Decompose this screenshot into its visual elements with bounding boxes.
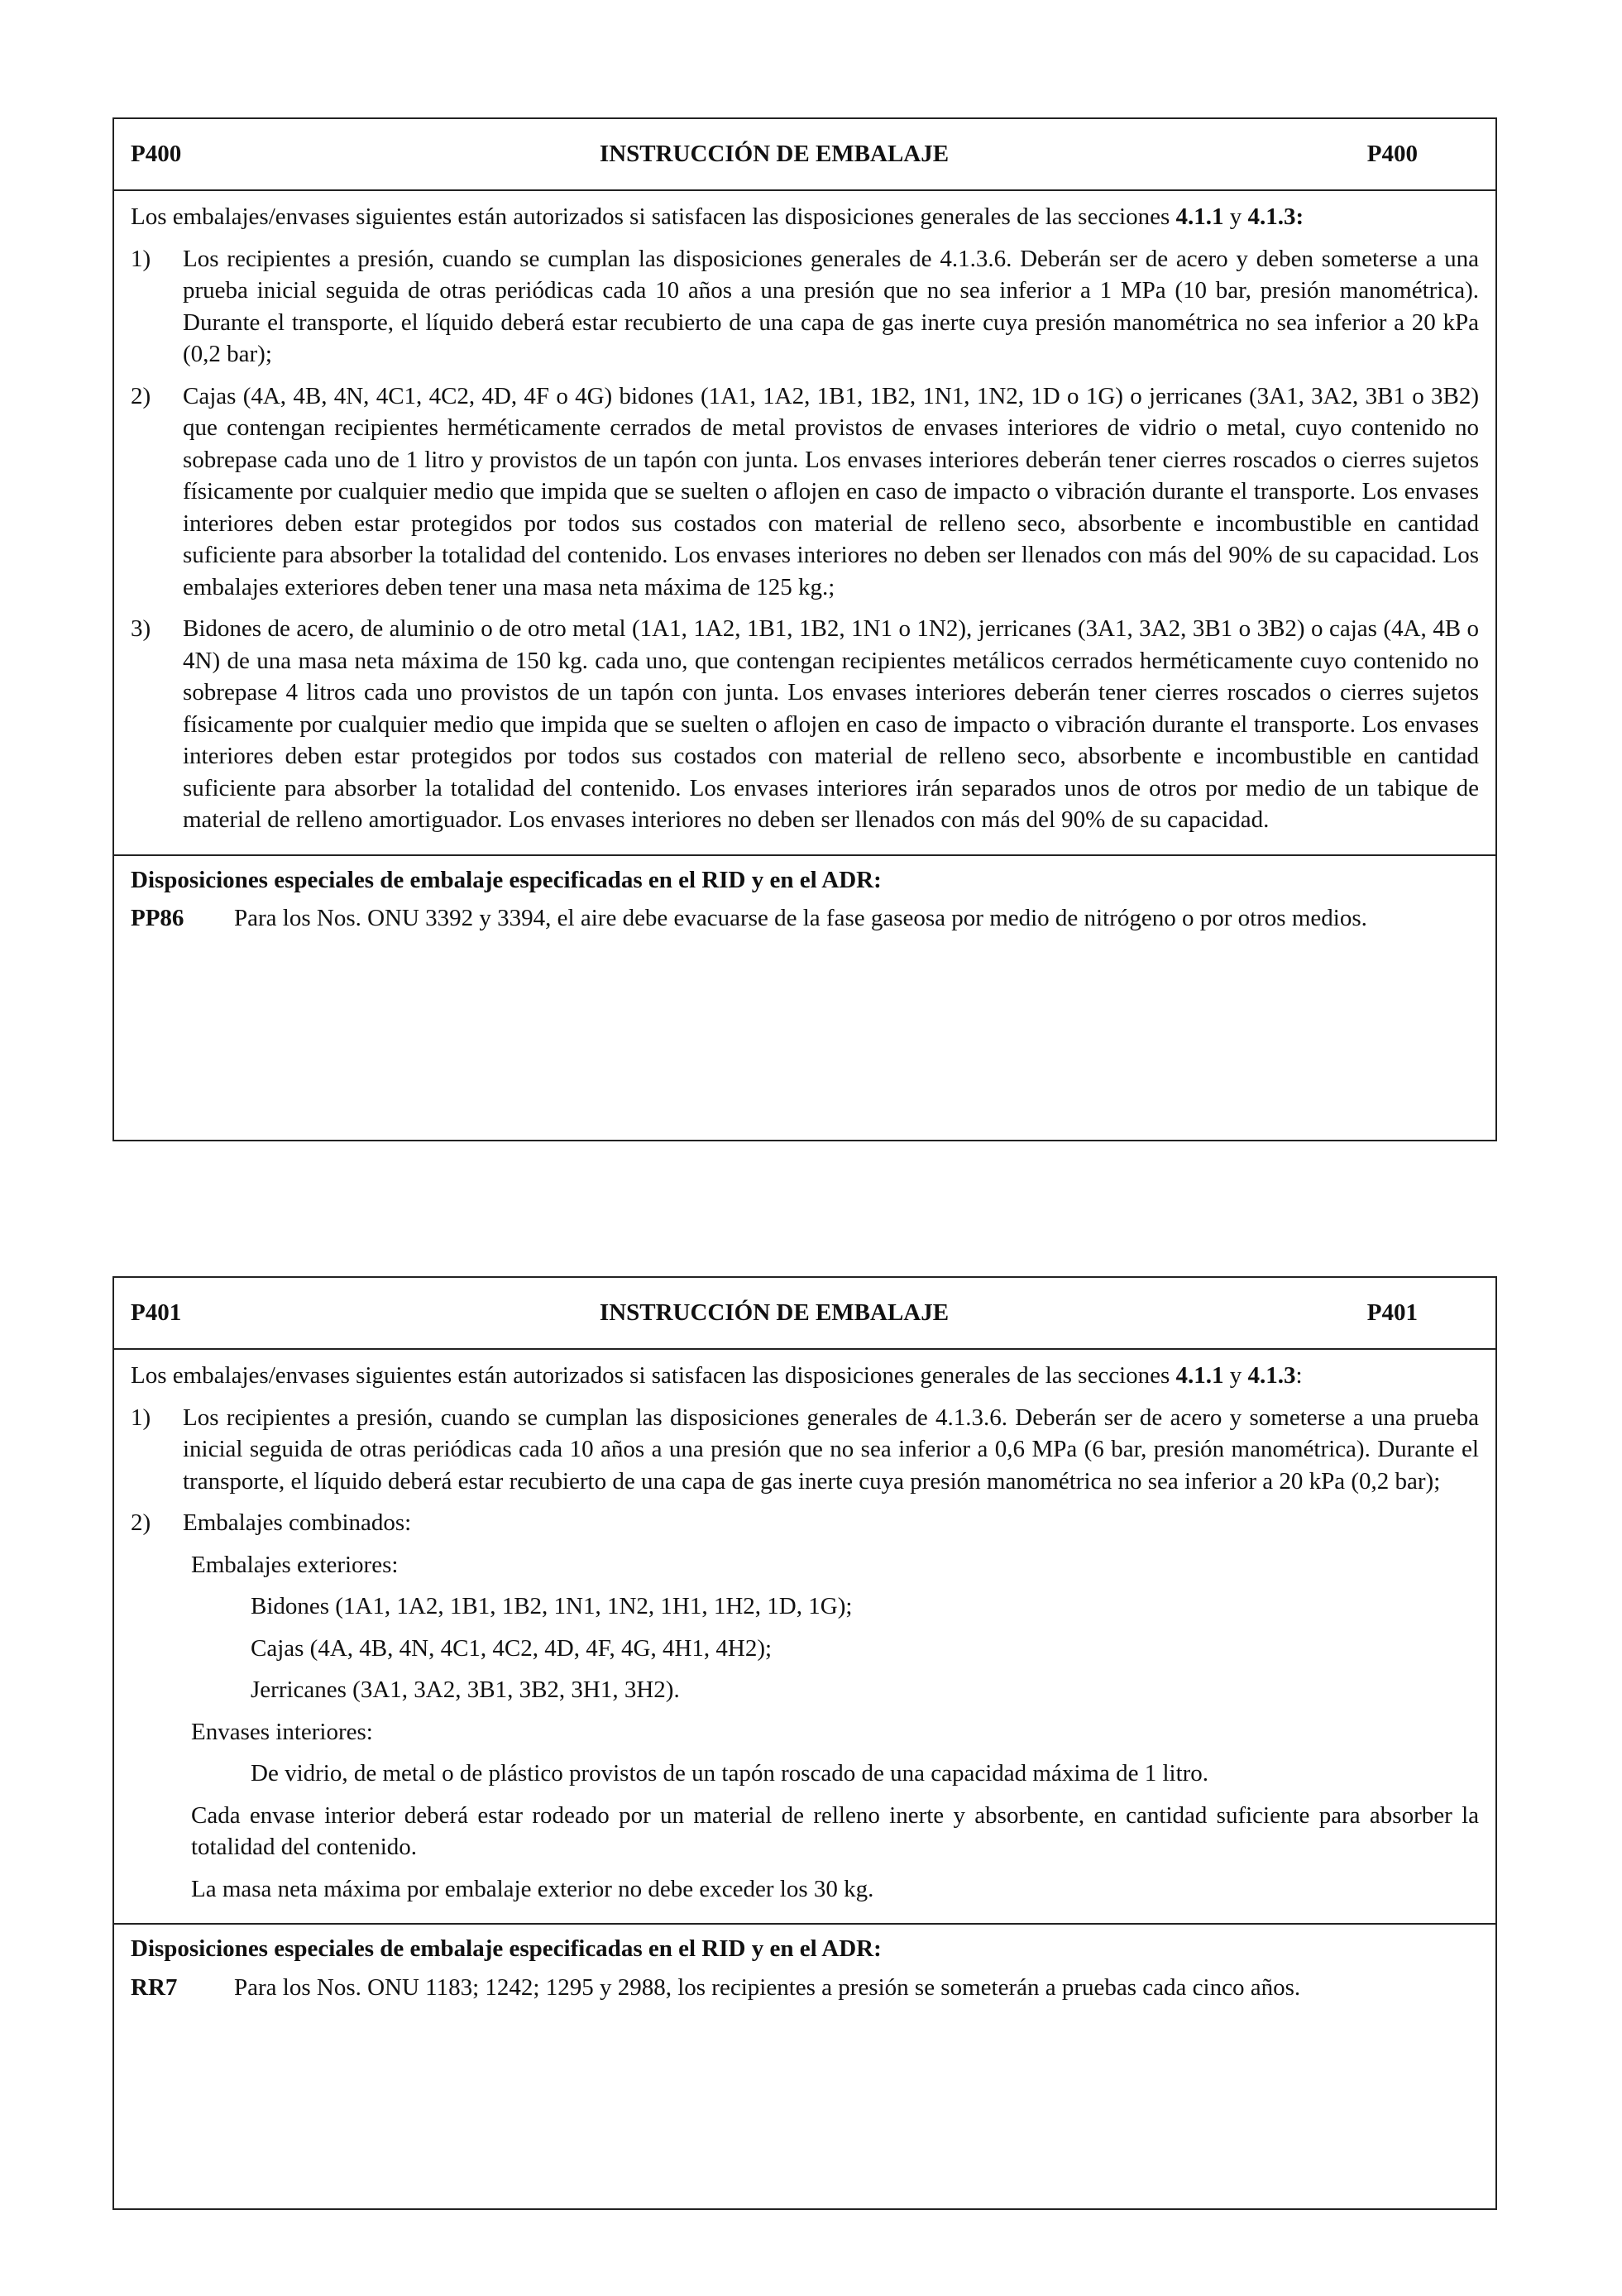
special-provisions-title: Disposiciones especiales de embalaje especificadas en el RID y en el ADR: — [131, 1935, 882, 1962]
list-item — [131, 380, 1479, 604]
instruction-header — [114, 119, 1495, 191]
item-text: Cajas (4A, 4B, 4N, 4C1, 4C2, 4D, 4F o 4G) bidones (1A1, 1A2, 1B1, 1B2, 1N1, 1N2, 1D o 1G) o jerricanes (3A1, 3A2, 3B1 o 3B2) que contengan recipientes herméticamente cerrados de metal provistos de envases interiores de vidrio o metal, cuyo contenido no sobrepase cada uno de 1 litro y provistos de un tapón con junta. Los envases interiores deberán tener cierres roscados o cierres sujetos físicamente por cualquier medio que impida que se suelten o aflojen en caso de impacto o vibración durante el transporte. Los envases interiores deben estar protegidos por todos sus costados con material de relleno seco, absorbente e incombustible en cantidad suficiente para absorber la totalidad del contenido. Los envases interiores no deben ser llenados con más del 90% de su capacidad. Los embalajes exteriores deben tener una masa neta máxima de 125 kg.; — [183, 382, 1479, 600]
instruction-title: INSTRUCCIÓN DE EMBALAJE — [599, 141, 950, 167]
instruction-code-right: P401 — [1366, 1299, 1418, 1326]
instruction-header — [114, 1278, 1495, 1350]
outer-packagings-label: Embalajes exteriores: — [191, 1551, 399, 1578]
intro-paragraph — [131, 201, 1479, 233]
section-ref: 4.1.3 — [1247, 1362, 1296, 1389]
packing-instruction-p401 — [112, 1276, 1497, 2210]
inner-packaging-item: De vidrio, de metal o de plástico provistos de un tapón roscado de una capacidad máxima de 1 litro. — [251, 1760, 1209, 1787]
intro-end: : — [1295, 1362, 1303, 1389]
item-number: 2) — [131, 382, 151, 409]
item-text: Los recipientes a presión, cuando se cumplan las disposiciones generales de 4.1.3.6. Deberán ser de acero y someterse a una prueba inicial seguida de otras periódicas cada 10 años a una presión que no sea inferior a 0,6 MPa (6 bar, presión manométrica). Durante el transporte, el líquido deberá estar recubierto de una capa de gas inerte cuya presión manométrica no sea inferior a 20 kPa (0,2 bar); — [183, 1404, 1479, 1495]
inner-packagings-label: Envases interiores: — [191, 1718, 373, 1745]
provision-code: RR7 — [131, 1973, 178, 2001]
instruction-body — [114, 191, 1495, 854]
special-provisions — [114, 854, 1495, 941]
section-ref: 4.1.3: — [1247, 203, 1304, 230]
special-provisions-title: Disposiciones especiales de embalaje especificadas en el RID y en el ADR: — [131, 866, 882, 893]
item-text: Embalajes combinados: — [183, 1509, 412, 1536]
instruction-code-right: P400 — [1366, 141, 1418, 167]
intro-conjunction: y — [1223, 1362, 1248, 1389]
list-item — [131, 243, 1479, 371]
intro-text: Los embalajes/envases siguientes están autorizados si satisfacen las disposiciones generales de las secciones — [131, 1362, 1176, 1389]
section-ref: 4.1.1 — [1175, 203, 1224, 230]
instruction-title: INSTRUCCIÓN DE EMBALAJE — [599, 1299, 950, 1326]
list-item — [131, 613, 1479, 836]
intro-paragraph — [131, 1360, 1479, 1392]
instruction-body — [114, 1350, 1495, 1923]
item-text: Los recipientes a presión, cuando se cumplan las disposiciones generales de 4.1.3.6. Deberán ser de acero y deben someterse a una prueba inicial seguida de otras periódicas cada 10 años a una presión que no sea inferior a 1 MPa (10 bar, presión manométrica). Durante el transporte, el líquido deberá estar recubierto de una capa de gas inerte cuya presión manométrica no sea inferior a 20 kPa (0,2 bar); — [183, 245, 1479, 367]
list-item — [131, 1507, 1479, 1539]
note-paragraph: Cada envase interior deberá estar rodeado por un material de relleno inerte y absorbente, en cantidad suficiente para absorber la totalidad del contenido. — [191, 1801, 1479, 1860]
item-number: 1) — [131, 1404, 151, 1431]
provision-text: Para los Nos. ONU 3392 y 3394, el aire debe evacuarse de la fase gaseosa por medio de nitrógeno o por otros medios. — [234, 905, 1367, 931]
list-item — [131, 1402, 1479, 1498]
outer-packaging-item: Bidones (1A1, 1A2, 1B1, 1B2, 1N1, 1N2, 1H1, 1H2, 1D, 1G); — [251, 1593, 853, 1619]
instruction-code-left: P400 — [131, 141, 182, 167]
item-number: 3) — [131, 615, 151, 642]
packing-instruction-p400 — [112, 117, 1497, 1141]
item-text: Bidones de acero, de aluminio o de otro metal (1A1, 1A2, 1B1, 1B2, 1N1 o 1N2), jerricanes (3A1, 3A2, 3B1 o 3B2) o cajas (4A, 4B o 4N) de una masa neta máxima de 150 kg. cada uno, que contengan recipientes metálicos cerrados herméticamente cuyo contenido no sobrepase 4 litros cada uno provistos de un tapón con junta. Los envases interiores deberán tener cierres roscados o cierres sujetos físicamente por cualquier medio que impida que se suelten o aflojen en caso de impacto o vibración durante el transporte. Los envases interiores deben estar protegidos por todos sus costados con material de relleno seco, absorbente e incombustible en cantidad suficiente para absorber la totalidad del contenido. Los envases interiores irán separados unos de otros por medio de un tabique de material de relleno amortiguador. Los envases interiores no deben ser llenados con más del 90% de su capacidad. — [183, 615, 1479, 833]
note-paragraph: La masa neta máxima por embalaje exterior no debe exceder los 30 kg. — [191, 1875, 874, 1902]
instruction-code-left: P401 — [131, 1299, 182, 1326]
section-ref: 4.1.1 — [1175, 1362, 1224, 1389]
provision-text: Para los Nos. ONU 1183; 1242; 1295 y 2988, los recipientes a presión se someterán a pruebas cada cinco años. — [234, 1973, 1301, 2001]
item-number: 1) — [131, 245, 151, 272]
special-provisions — [114, 1923, 1495, 2010]
provision-code: PP86 — [131, 905, 184, 931]
outer-packaging-item: Jerricanes (3A1, 3A2, 3B1, 3B2, 3H1, 3H2). — [251, 1677, 680, 1703]
special-provision-row — [131, 1972, 1479, 2004]
special-provision-row — [131, 902, 1479, 935]
item-number: 2) — [131, 1509, 151, 1536]
intro-text: Los embalajes/envases siguientes están autorizados si satisfacen las disposiciones generales de las secciones — [131, 203, 1176, 230]
outer-packaging-item: Cajas (4A, 4B, 4N, 4C1, 4C2, 4D, 4F, 4G, 4H1, 4H2); — [251, 1634, 773, 1662]
intro-conjunction: y — [1223, 203, 1248, 230]
